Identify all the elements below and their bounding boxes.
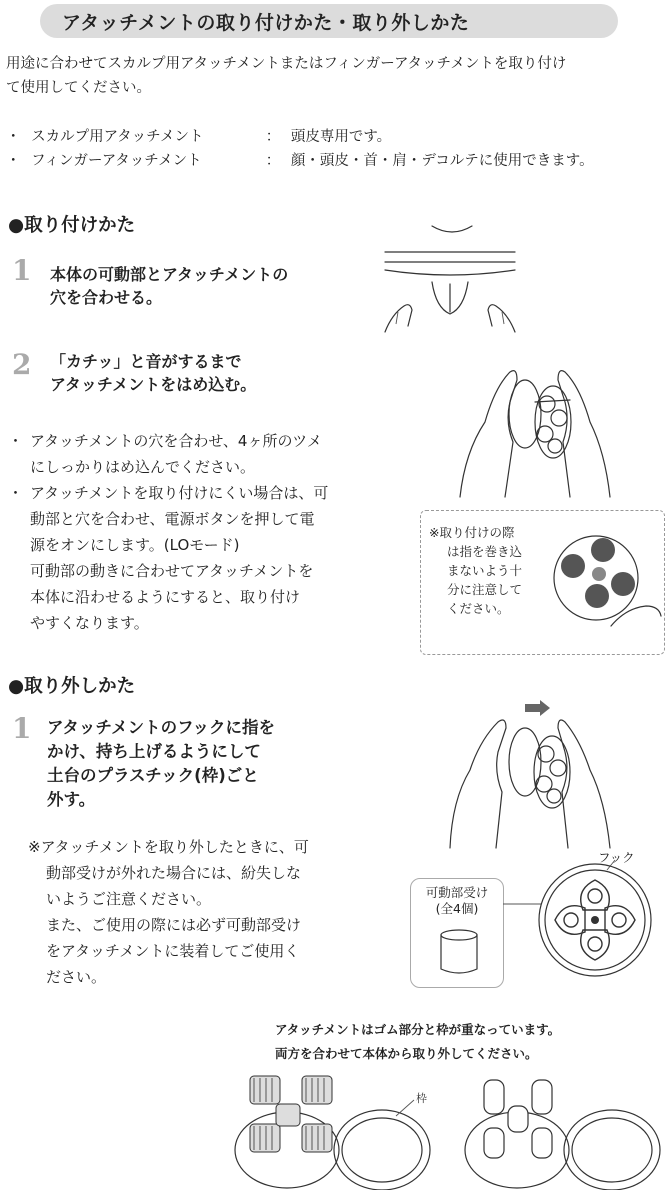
caution-line: ※取り付けの際	[429, 525, 515, 540]
step-line: 本体の可動部とアタッチメントの	[50, 265, 289, 284]
note-line: アタッチメントの穴を合わせ、4ヶ所のツメ	[30, 432, 322, 450]
note-line: ※アタッチメントを取り外したときに、可	[28, 838, 309, 856]
attach-step2-number: 2	[12, 348, 32, 381]
usage-desc: 顔・頭皮・首・肩・デコルテに使用できます。	[290, 153, 594, 169]
movable-part-box	[410, 878, 504, 988]
note-line: 動部と穴を合わせ、電源ボタンを押して電	[30, 510, 315, 528]
finger-caution-illustration	[551, 526, 661, 636]
usage-name: フィンガーアタッチメント	[31, 153, 202, 169]
attach-step1-text	[50, 263, 288, 309]
note-line: 可動部の動きに合わせてアタッチメントを	[30, 562, 314, 580]
note-line: また、ご使用の際には必ず可動部受け	[46, 916, 302, 934]
note-line: 本体に沿わせるようにすると、取り付け	[30, 588, 301, 606]
page-header	[40, 4, 618, 38]
step-line: かけ、持ち上げるようにして	[47, 742, 261, 761]
note-line: にしっかりはめ込んでください。	[30, 458, 256, 476]
note-bullet: ・	[8, 484, 24, 502]
step-line: 外す。	[47, 790, 96, 809]
attach-step1-number: 1	[12, 254, 32, 287]
attach-step2-text	[50, 350, 256, 396]
note-line: アタッチメントを取り付けにくい場合は、可	[30, 484, 329, 502]
peg-attachment-illustration	[462, 1068, 662, 1190]
attach-notes	[8, 428, 413, 636]
caption-line: アタッチメントはゴム部分と枠が重なっています。	[275, 1022, 561, 1037]
note-item	[8, 480, 413, 636]
usage-list	[6, 125, 594, 173]
usage-desc: 頭皮専用です。	[290, 129, 392, 145]
step-line: 土台のプラスチック(枠)ごと	[47, 766, 259, 785]
note-bullet: ・	[8, 432, 24, 450]
step-line: 穴を合わせる。	[50, 288, 163, 307]
detach-illustration	[440, 700, 620, 850]
note-line: をアタッチメントに装着してご使用く	[46, 942, 300, 960]
note-line: 動部受けが外れた場合には、紛失しな	[46, 864, 302, 882]
base-frame-illustration	[535, 860, 655, 980]
detach-caption	[275, 1018, 560, 1066]
intro-line: て使用してください。	[6, 80, 151, 96]
label-line: 可動部受け	[425, 885, 489, 900]
caution-line: は指を巻き込	[447, 544, 523, 559]
note-item	[8, 428, 413, 480]
attach-heading: ●取り付けかた	[8, 215, 136, 236]
usage-separator: ：	[265, 129, 281, 145]
rubber-attachment-illustration	[232, 1068, 432, 1190]
usage-item	[6, 125, 594, 149]
detach-step1-number: 1	[12, 712, 32, 745]
intro-line: 用途に合わせてスカルプ用アタッチメントまたはフィンガーアタッチメントを取り付け	[6, 56, 567, 72]
usage-bullet: ・	[6, 153, 21, 169]
caution-box	[420, 510, 665, 655]
note-line: 源をオンにします。(LOモード)	[30, 536, 240, 554]
caution-line: ください。	[447, 601, 510, 616]
caution-line: まないよう十	[447, 563, 523, 578]
movable-part-label	[411, 885, 503, 917]
hook-label: フック	[598, 850, 635, 865]
movable-part-icon	[437, 929, 481, 977]
attach-press-illustration	[455, 362, 615, 502]
note-line: やすくなります。	[30, 614, 149, 632]
step-line: 「カチッ」と音がするまで	[50, 352, 242, 371]
intro-text	[6, 52, 666, 100]
label-line: (全4個)	[435, 901, 479, 916]
page-title: アタッチメントの取り付けかた・取り外しかた	[62, 11, 470, 34]
arrow-right-icon	[525, 700, 550, 716]
caution-text	[429, 523, 522, 618]
usage-separator: ：	[265, 153, 281, 169]
usage-name: スカルプ用アタッチメント	[31, 129, 204, 145]
detach-note	[28, 834, 309, 990]
usage-bullet: ・	[6, 129, 21, 145]
step-line: アタッチメントをはめ込む。	[50, 375, 257, 394]
detach-heading: ●取り外しかた	[8, 676, 136, 697]
note-line: いようご注意ください。	[46, 890, 212, 908]
detach-step1-text	[47, 716, 275, 812]
note-line: ださい。	[46, 968, 107, 986]
attach-align-illustration	[380, 222, 520, 337]
caption-line: 両方を合わせて本体から取り外してください。	[275, 1046, 538, 1061]
caution-line: 分に注意して	[447, 582, 523, 597]
frame-label: 枠	[416, 1092, 427, 1105]
usage-item	[6, 149, 594, 173]
step-line: アタッチメントのフックに指を	[47, 718, 276, 737]
